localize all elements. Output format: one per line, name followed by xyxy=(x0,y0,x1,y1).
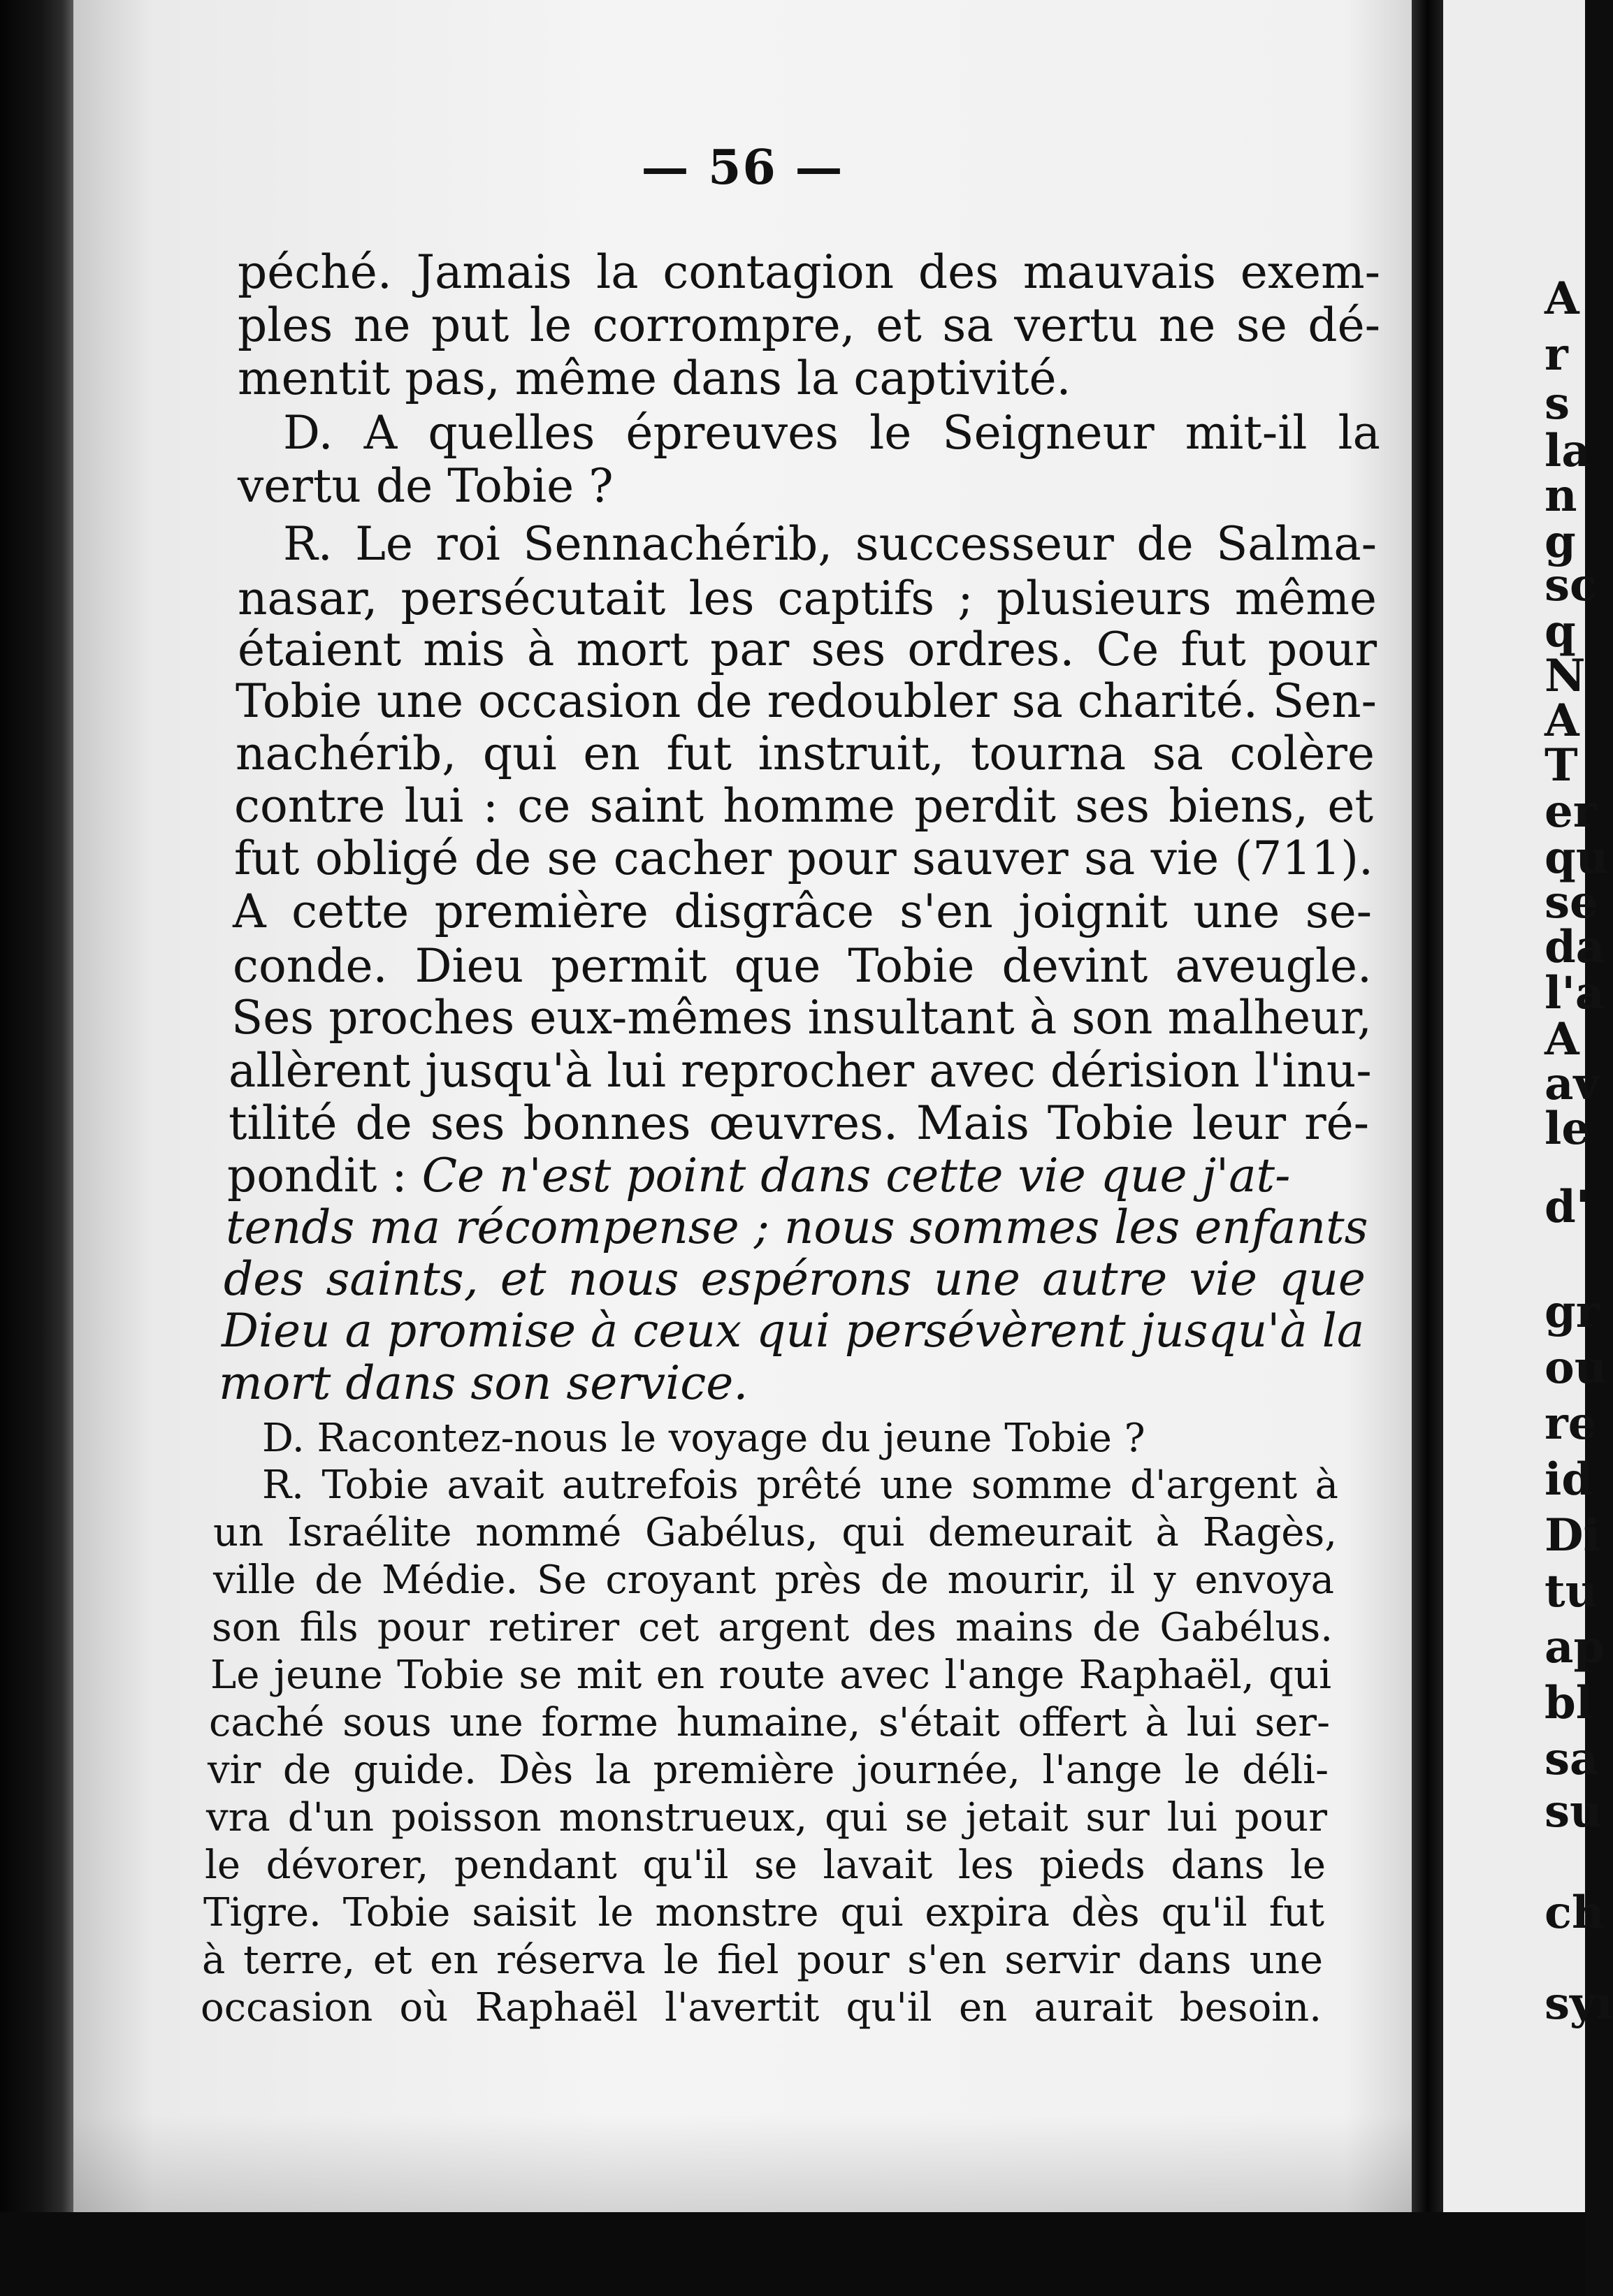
text-line: Tobie une occasion de redoubler sa charité. Sen- xyxy=(236,674,1377,728)
text-line: Ses proches eux-mêmes insultant à son malheur, xyxy=(231,991,1372,1045)
fragment: N xyxy=(1545,650,1586,702)
scan-bottom-border xyxy=(0,2212,1585,2296)
fragment: tu xyxy=(1545,1565,1598,1618)
fragment: da xyxy=(1545,921,1605,973)
fragment: g xyxy=(1545,516,1576,568)
text-line: nachérib, qui en fut instruit, tourna sa colère xyxy=(236,727,1375,780)
question-line: D. A quelles épreuves le Seigneur mit-il la xyxy=(283,406,1380,460)
fragment: er xyxy=(1545,785,1597,838)
text-line: nasar, persécutait les captifs ; plusieurs même xyxy=(238,572,1377,625)
fragment: av xyxy=(1545,1058,1600,1110)
quote-line: Dieu a promise à ceux qui persévèrent jusqu'à la xyxy=(222,1304,1365,1358)
gutter-shadow xyxy=(1412,0,1443,2296)
fragment: Di xyxy=(1545,1509,1600,1562)
fragment: l'a xyxy=(1545,967,1605,1019)
quote-line: mort dans son service. xyxy=(219,1356,748,1410)
text-line: étaient mis à mort par ses ordres. Ce fut pour xyxy=(238,623,1377,676)
text-line: A cette première disgrâce s'en joignit une se- xyxy=(233,885,1372,938)
fragment: s xyxy=(1545,377,1570,430)
text-line: fut obligé de se cacher pour sauver sa vie (711). xyxy=(234,831,1373,885)
fragment: A xyxy=(1545,695,1579,747)
fragment: A xyxy=(1545,1013,1579,1066)
fragment: n xyxy=(1545,470,1577,522)
answer-line: R. Tobie avait autrefois prêté une somme d'argent à xyxy=(262,1462,1338,1508)
text-line: caché sous une forme humaine, s'était offert à lui ser- xyxy=(209,1700,1330,1745)
adjacent-page-edge xyxy=(1443,0,1613,2296)
fragment: sc xyxy=(1545,559,1597,611)
fragment: su xyxy=(1545,1785,1603,1838)
text-line: péché. Jamais la contagion des mauvais exem- xyxy=(238,245,1380,299)
text-line: contre lui : ce saint homme perdit ses biens, et xyxy=(234,779,1373,833)
text-line: un Israélite nommé Gabélus, qui demeurait à Ragès, xyxy=(213,1510,1337,1555)
text-line: ville de Médie. Se croyant près de mourir, il y envoya xyxy=(213,1557,1334,1603)
fragment: bl xyxy=(1545,1677,1593,1729)
fragment: T xyxy=(1545,739,1578,792)
fragment: ch xyxy=(1545,1887,1605,1939)
fragment: re xyxy=(1545,1397,1597,1450)
text-line: le dévorer, pendant qu'il se lavait les pieds dans le xyxy=(205,1843,1326,1888)
fragment: r xyxy=(1545,328,1568,381)
text-line: tilité de ses bonnes œuvres. Mais Tobie leur ré- xyxy=(229,1096,1369,1150)
fragment: qu xyxy=(1545,831,1609,884)
fragment: se xyxy=(1545,876,1598,929)
fragment: id xyxy=(1545,1453,1593,1506)
answer-line: R. Le roi Sennachérib, successeur de Salma- xyxy=(283,517,1377,571)
fragment: la xyxy=(1545,425,1591,477)
page-number: — 56 — xyxy=(641,140,844,196)
text-line: à terre, et en réserva le fiel pour s'en servir dans une xyxy=(202,1938,1323,1983)
text-line: vra d'un poisson monstrueux, qui se jetait sur lui pour xyxy=(206,1795,1327,1840)
text-line: ples ne put le corrompre, et sa vertu ne se dé- xyxy=(238,298,1380,352)
text-line: Le jeune Tobie se mit en route avec l'ange Raphaël, qui xyxy=(210,1652,1331,1698)
quote-line: tends ma récompense ; nous sommes les enfants xyxy=(226,1200,1368,1254)
fragment: ap xyxy=(1545,1621,1605,1673)
text-line: allèrent jusqu'à lui reprocher avec dérision l'inu- xyxy=(229,1044,1372,1098)
text-line: mentit pas, même dans la captivité. xyxy=(238,351,1071,405)
text-line: occasion où Raphaël l'avertit qu'il en aurait besoin. xyxy=(201,1985,1322,2030)
fragment: syı xyxy=(1545,1977,1613,2030)
fragment: le xyxy=(1545,1103,1591,1155)
fragment: d' xyxy=(1545,1181,1590,1233)
question-line: D. Racontez-nous le voyage du jeune Tobie ? xyxy=(262,1416,1145,1461)
text-segment: pondit : xyxy=(227,1149,422,1203)
text-line: Tigre. Tobie saisit le monstre qui expira dès qu'il fut xyxy=(203,1890,1324,1935)
fragment: sa xyxy=(1545,1733,1599,1785)
quote-segment: Ce n'est point dans cette vie que j'at- xyxy=(421,1149,1291,1203)
text-line xyxy=(227,1149,1291,1203)
text-line: son fils pour retirer cet argent des mains de Gabélus. xyxy=(212,1605,1333,1650)
text-line: vertu de Tobie ? xyxy=(238,459,614,513)
text-line: vir de guide. Dès la première journée, l'ange le déli- xyxy=(208,1748,1329,1793)
book-page xyxy=(73,0,1412,2296)
text-line: conde. Dieu permit que Tobie devint aveugle. xyxy=(233,939,1372,993)
quote-line: des saints, et nous espérons une autre vie que xyxy=(224,1252,1366,1306)
fragment: A xyxy=(1545,273,1579,325)
fragment: q xyxy=(1545,605,1576,657)
fragment: ou xyxy=(1545,1342,1607,1394)
fragment: gr xyxy=(1545,1286,1600,1338)
book-binding-shadow xyxy=(0,0,73,2296)
